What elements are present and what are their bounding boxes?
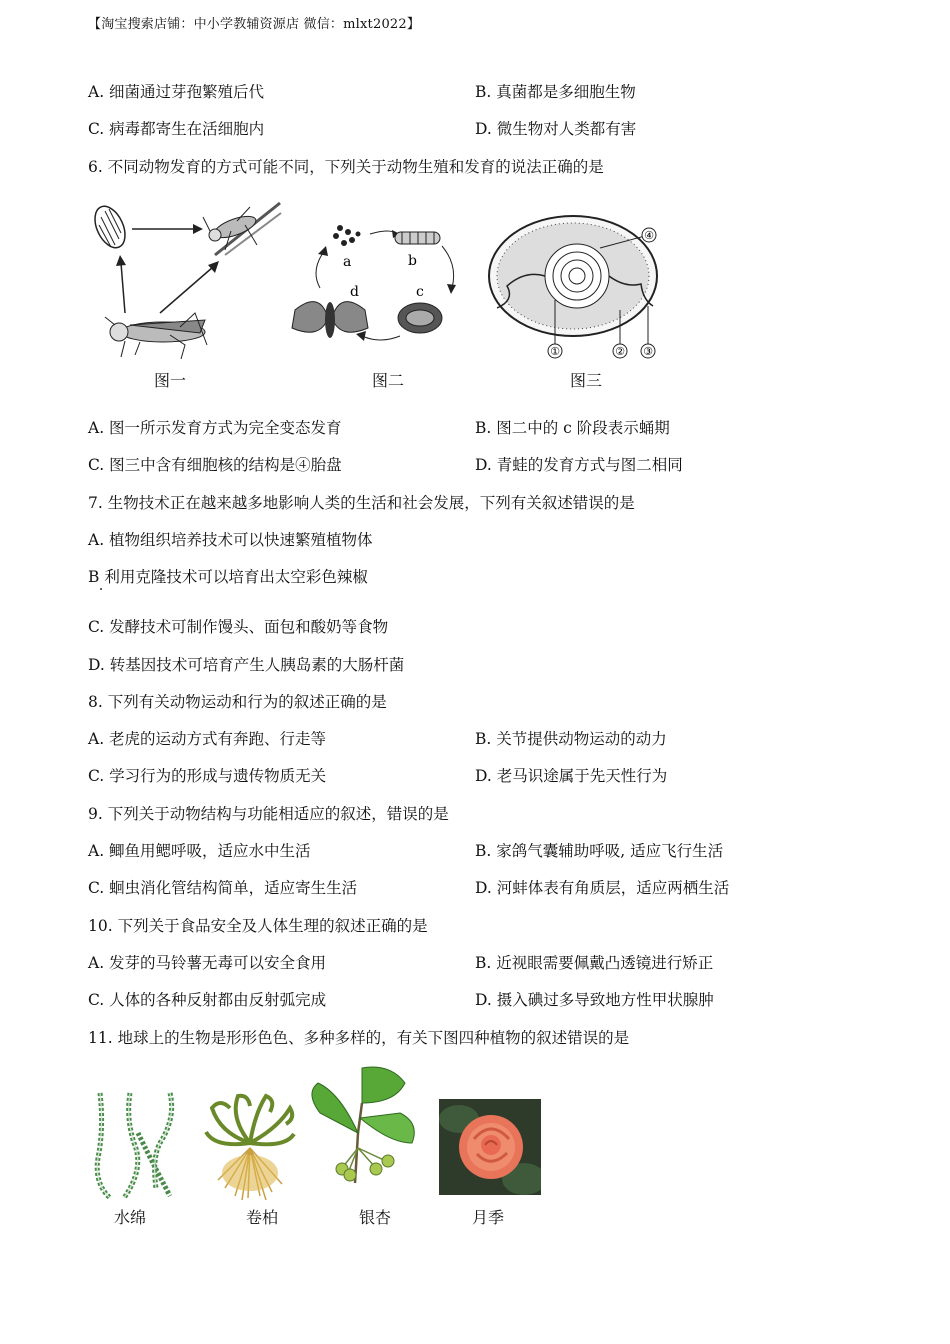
figure-3-egg-structure: [485, 210, 675, 365]
q8-option-a: A. 老虎的运动方式有奔跑、行走等: [88, 730, 327, 748]
q6-option-b: B. 图二中的 c 阶段表示蛹期: [475, 419, 670, 437]
figure-2-caption: 图二: [371, 371, 404, 390]
figure-3-caption: 图三: [569, 371, 602, 390]
fig3-label-1: ①: [550, 345, 560, 358]
q10-option-c: C. 人体的各种反射都由反射弧完成: [88, 991, 327, 1009]
q9-option-c: C. 蛔虫消化管结构简单，适应寄生生活: [88, 879, 358, 897]
selaginella-image: [200, 1088, 300, 1203]
fig2-label-a: a: [343, 254, 352, 270]
q5-option-d: D. 微生物对人类都有害: [475, 120, 637, 138]
q10-option-d: D. 摄入碘过多导致地方性甲状腺肿: [475, 991, 714, 1009]
q9-stem: 9. 下列关于动物结构与功能相适应的叙述，错误的是: [88, 805, 449, 823]
q9-option-d: D. 河蚌体表有角质层，适应两栖生活: [475, 879, 730, 897]
figure-1-caption: 图一: [153, 371, 186, 390]
stray-dot: [100, 588, 102, 590]
plant-caption-spirogyra: 水绵: [113, 1208, 146, 1227]
q7-stem: 7. 生物技术正在越来越多地影响人类的生活和社会发展，下列有关叙述错误的是: [88, 494, 635, 512]
q7-option-a: A. 植物组织培养技术可以快速繁殖植物体: [88, 531, 373, 549]
fig3-label-2: ②: [615, 345, 625, 358]
shop-header: 【淘宝搜索店铺：中小学教辅资源店 微信：mlxt2022】: [88, 17, 421, 32]
q6-option-d: D. 青蛙的发育方式与图二相同: [475, 456, 683, 474]
fig3-label-3: ③: [643, 345, 653, 358]
q10-option-b: B. 近视眼需要佩戴凸透镜进行矫正: [475, 954, 714, 972]
q7-option-b: B 利用克隆技术可以培育出太空彩色辣椒: [88, 568, 368, 586]
plant-caption-ginkgo: 银杏: [358, 1208, 391, 1227]
q10-option-a: A. 发芽的马铃薯无毒可以安全食用: [88, 954, 327, 972]
ginkgo-image: [300, 1063, 425, 1193]
q8-option-c: C. 学习行为的形成与遗传物质无关: [88, 767, 327, 785]
q8-option-b: B. 关节提供动物运动的动力: [475, 730, 667, 748]
q8-option-d: D. 老马识途属于先天性行为: [475, 767, 668, 785]
q7-option-d: D. 转基因技术可培育产生人胰岛素的大肠杆菌: [88, 656, 405, 674]
fig2-label-b: b: [408, 253, 417, 269]
figure-1-grasshopper-cycle: [85, 195, 285, 365]
q9-option-a: A. 鲫鱼用鳃呼吸，适应水中生活: [88, 842, 311, 860]
q5-option-b: B. 真菌都是多细胞生物: [475, 83, 636, 101]
q5-option-c: C. 病毒都寄生在活细胞内: [88, 120, 265, 138]
q6-option-c: C. 图三中含有细胞核的结构是④胎盘: [88, 456, 342, 474]
fig2-label-d: d: [350, 284, 359, 300]
q5-option-a: A. 细菌通过芽孢繁殖后代: [88, 83, 265, 101]
fig3-label-4: ④: [644, 229, 654, 242]
q11-stem: 11. 地球上的生物是形形色色、多种多样的，有关下图四种植物的叙述错误的是: [88, 1029, 630, 1047]
plant-caption-rose: 月季: [471, 1208, 504, 1227]
q7-option-c: C. 发酵技术可制作馒头、面包和酸奶等食物: [88, 618, 389, 636]
q6-stem: 6. 不同动物发育的方式可能不同，下列关于动物生殖和发育的说法正确的是: [88, 158, 604, 176]
figure-2-butterfly-cycle: [280, 210, 470, 360]
plant-caption-selaginella: 卷柏: [245, 1208, 278, 1227]
q9-option-b: B. 家鸽气囊辅助呼吸, 适应飞行生活: [475, 842, 724, 860]
fig2-label-c: c: [416, 284, 424, 300]
rose-image: [439, 1099, 541, 1195]
spirogyra-image: [90, 1088, 185, 1203]
q6-option-a: A. 图一所示发育方式为完全变态发育: [88, 419, 342, 437]
q10-stem: 10. 下列关于食品安全及人体生理的叙述正确的是: [88, 917, 428, 935]
q8-stem: 8. 下列有关动物运动和行为的叙述正确的是: [88, 693, 387, 711]
